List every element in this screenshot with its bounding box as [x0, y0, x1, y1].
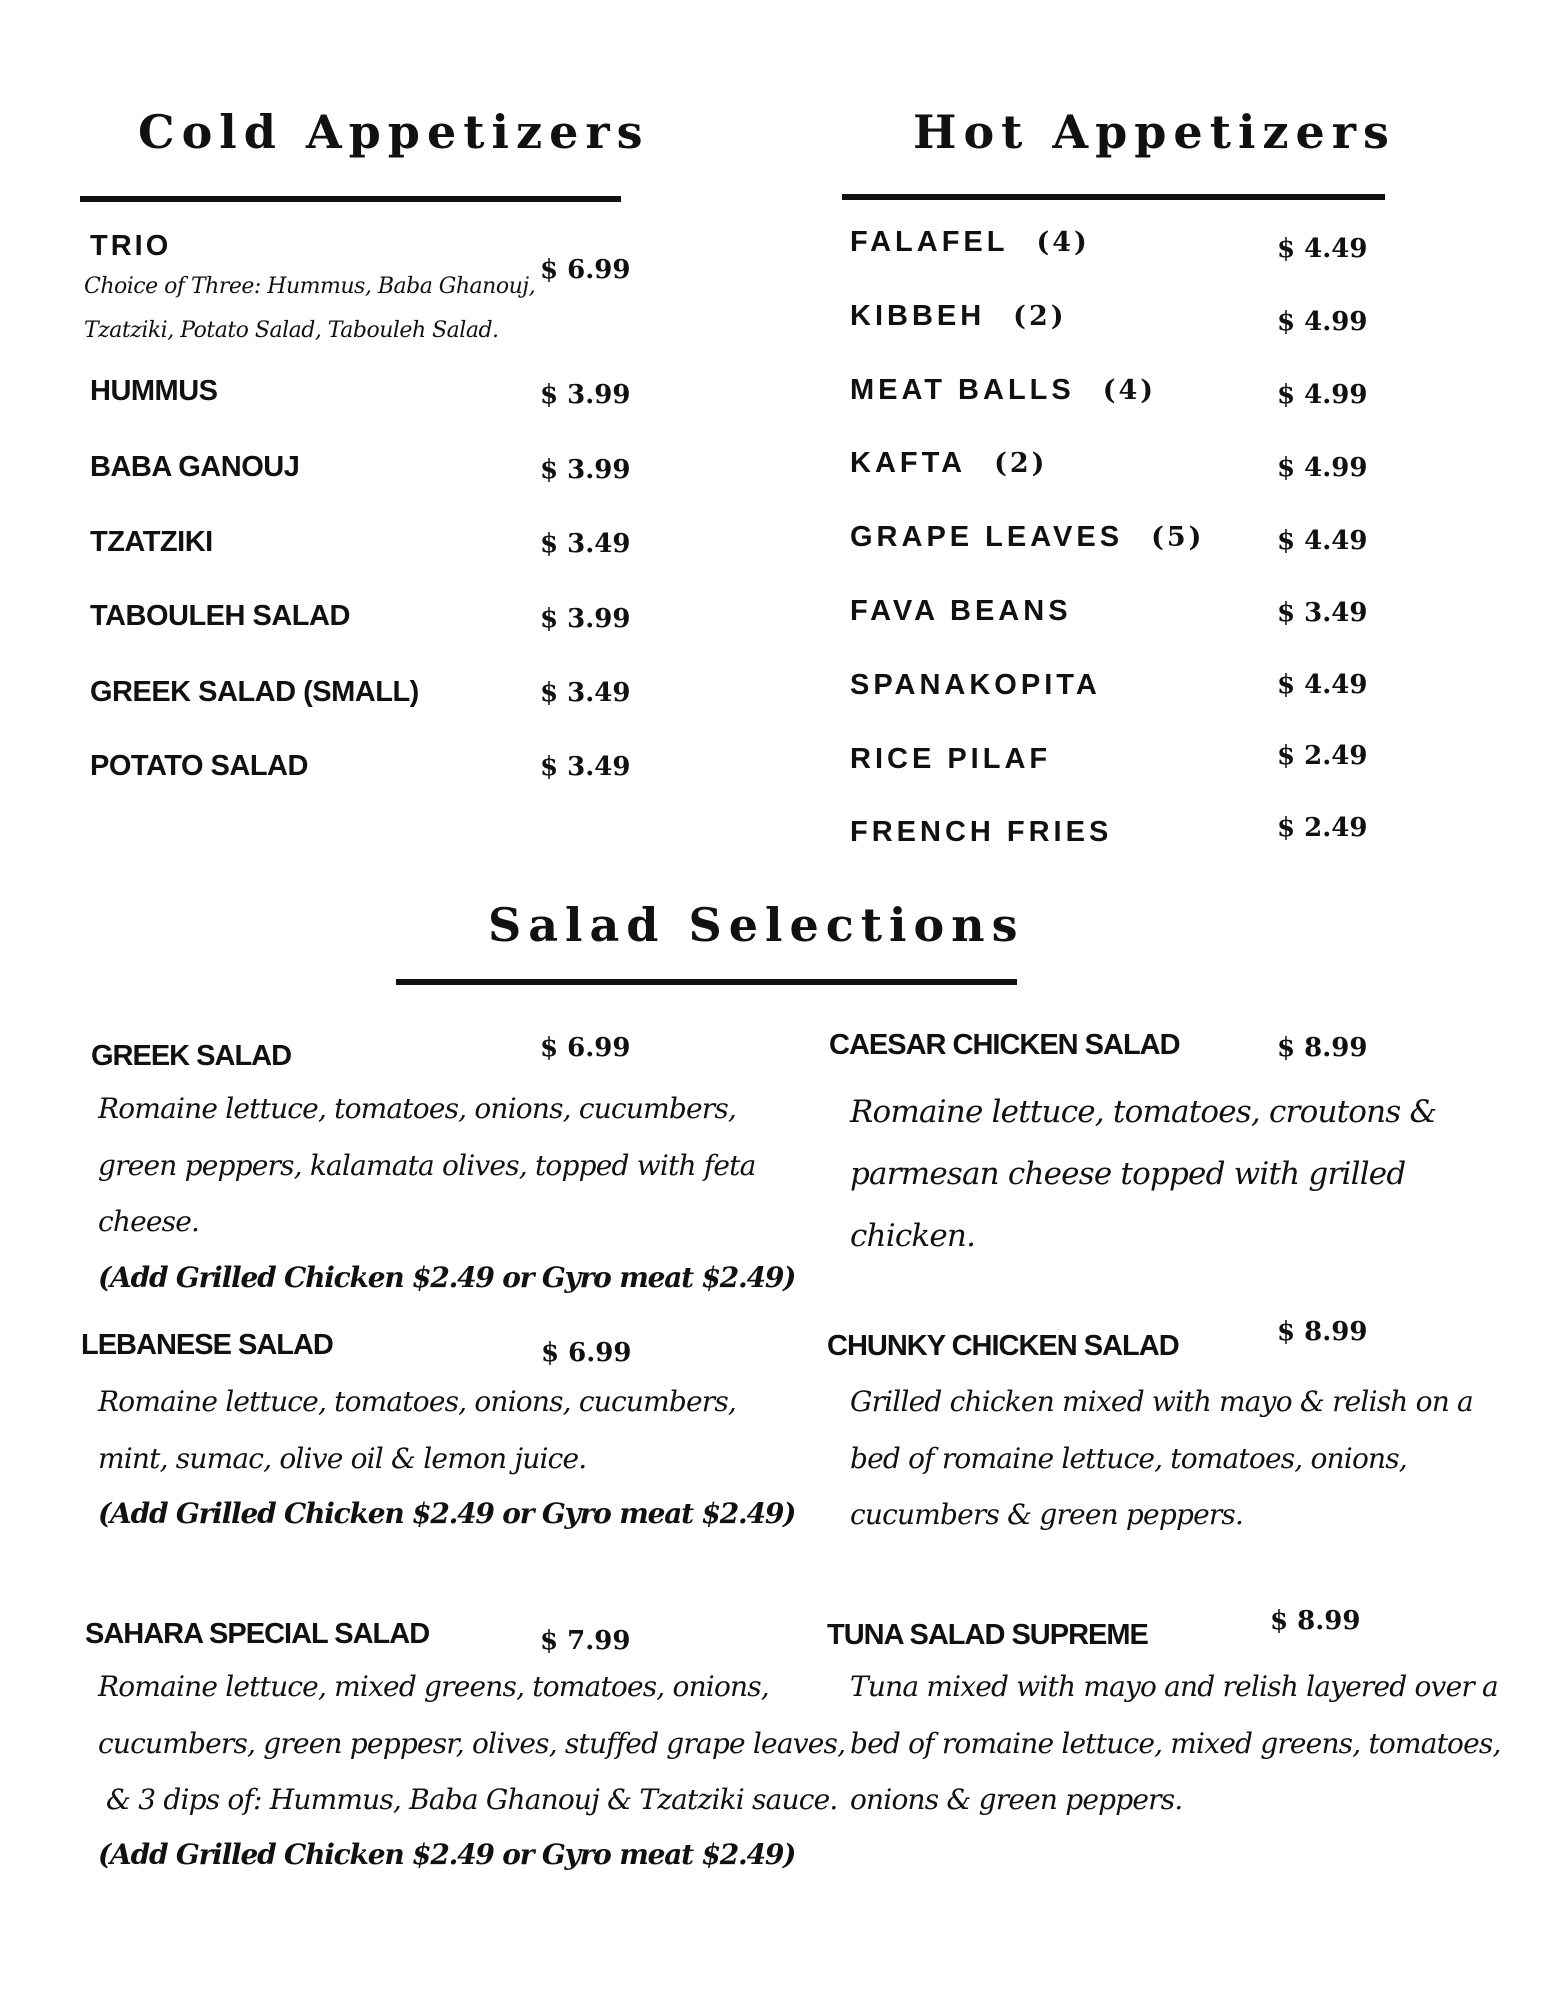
description-line: Tuna mixed with mayo and relish layered over a — [850, 1670, 1498, 1703]
hot-item-price: $ 2.49 — [1277, 741, 1368, 771]
hot-item-quantity: (2) — [994, 448, 1048, 479]
hot-item-price: $ 3.49 — [1277, 598, 1368, 628]
hot-item-quantity: (5) — [1151, 522, 1205, 553]
hot-item-name: MEAT BALLS — [850, 374, 1075, 406]
trio-name: TRIO — [90, 230, 172, 262]
salad-selections-rule — [396, 979, 1017, 985]
sahara-salad-name: SAHARA SPECIAL SALAD — [85, 1618, 430, 1650]
hot-item-name: FRENCH FRIES — [850, 816, 1113, 848]
greek-salad-name: GREEK SALAD — [91, 1040, 292, 1072]
hot-item-price: $ 2.49 — [1277, 813, 1368, 843]
hot-item-name: RICE PILAF — [850, 743, 1052, 775]
description-line: Romaine lettuce, tomatoes, croutons & — [850, 1094, 1437, 1130]
description-line: onions & green peppers. — [850, 1783, 1183, 1816]
cold-appetizers-title: Cold Appetizers — [138, 105, 650, 159]
sahara-salad-price: $ 7.99 — [540, 1626, 631, 1656]
hot-item-quantity: (4) — [1036, 227, 1090, 258]
chunky-salad-price: $ 8.99 — [1277, 1317, 1368, 1347]
description-line: mint, sumac, olive oil & lemon juice. — [98, 1442, 587, 1475]
description-line: chicken. — [850, 1218, 976, 1254]
hot-item-price: $ 4.99 — [1277, 380, 1368, 410]
hot-item-name: SPANAKOPITA — [850, 669, 1101, 701]
description-line: cucumbers, green peppesr, olives, stuffed grape leaves, — [98, 1727, 846, 1760]
cold-item-price: $ 3.49 — [540, 529, 631, 559]
hot-item — [850, 226, 1090, 259]
hot-item-price: $ 4.49 — [1277, 234, 1368, 264]
description-line: cheese. — [98, 1205, 200, 1238]
hot-item-name: GRAPE LEAVES — [850, 521, 1124, 553]
description-line: & 3 dips of: Hummus, Baba Ghanouj & Tzatziki sauce. — [106, 1783, 838, 1816]
description-line: bed of romaine lettuce, mixed greens, tomatoes, — [850, 1727, 1501, 1760]
cold-item-price: $ 3.99 — [540, 380, 631, 410]
cold-item-name: GREEK SALAD (SMALL) — [90, 676, 419, 708]
hot-item-price: $ 4.49 — [1277, 670, 1368, 700]
cold-item-price: $ 3.99 — [540, 455, 631, 485]
description-line: Romaine lettuce, mixed greens, tomatoes, onions, — [98, 1670, 769, 1703]
hot-item-name: KAFTA — [850, 447, 967, 479]
lebanese-salad-name: LEBANESE SALAD — [81, 1329, 333, 1361]
cold-item-name: TZATZIKI — [90, 526, 213, 558]
tuna-salad-name: TUNA SALAD SUPREME — [827, 1619, 1148, 1651]
trio-description-line-2: Tzatziki, Potato Salad, Tabouleh Salad. — [84, 318, 499, 343]
salad-selections-title: Salad Selections — [488, 898, 1025, 952]
description-line: Grilled chicken mixed with mayo & relish on a — [850, 1385, 1473, 1418]
hot-item — [850, 669, 1101, 702]
hot-item-name: FALAFEL — [850, 226, 1009, 258]
hot-appetizers-rule — [842, 194, 1385, 200]
trio-price: $ 6.99 — [540, 255, 631, 285]
hot-item — [850, 816, 1112, 849]
chunky-salad-name: CHUNKY CHICKEN SALAD — [827, 1330, 1179, 1362]
hot-item-quantity: (2) — [1013, 301, 1067, 332]
cold-item-name: BABA GANOUJ — [90, 451, 300, 483]
description-line: parmesan cheese topped with grilled — [850, 1156, 1406, 1192]
hot-item — [850, 447, 1047, 480]
description-line: Romaine lettuce, tomatoes, onions, cucumbers, — [98, 1385, 736, 1418]
cold-item-name: HUMMUS — [90, 375, 218, 407]
hot-item — [850, 300, 1067, 333]
greek-salad-price: $ 6.99 — [540, 1033, 631, 1063]
hot-item-price: $ 4.99 — [1277, 307, 1368, 337]
sahara-salad-addon: (Add Grilled Chicken $2.49 or Gyro meat $2.49) — [98, 1838, 796, 1871]
cold-appetizers-rule — [80, 196, 621, 202]
cold-item-name: TABOULEH SALAD — [90, 600, 350, 632]
hot-appetizers-title: Hot Appetizers — [913, 105, 1396, 159]
description-line: green peppers, kalamata olives, topped with feta — [98, 1149, 756, 1182]
hot-item-name: FAVA BEANS — [850, 595, 1072, 627]
hot-item-price: $ 4.49 — [1277, 526, 1368, 556]
hot-item-price: $ 4.99 — [1277, 453, 1368, 483]
description-line: bed of romaine lettuce, tomatoes, onions, — [850, 1442, 1407, 1475]
cold-item-price: $ 3.49 — [540, 752, 631, 782]
hot-item — [850, 521, 1204, 554]
hot-item — [850, 374, 1156, 407]
trio-description-line-1: Choice of Three: Hummus, Baba Ghanouj, — [84, 274, 536, 299]
hot-item — [850, 595, 1072, 628]
cold-item-price: $ 3.99 — [540, 604, 631, 634]
hot-item-quantity: (4) — [1102, 375, 1157, 406]
hot-item — [850, 743, 1051, 776]
cold-item-price: $ 3.49 — [540, 678, 631, 708]
description-line: cucumbers & green peppers. — [850, 1498, 1244, 1531]
tuna-salad-price: $ 8.99 — [1270, 1606, 1361, 1636]
caesar-salad-price: $ 8.99 — [1277, 1033, 1368, 1063]
cold-item-name: POTATO SALAD — [90, 750, 308, 782]
caesar-salad-name: CAESAR CHICKEN SALAD — [829, 1029, 1180, 1061]
description-line: Romaine lettuce, tomatoes, onions, cucumbers, — [98, 1092, 736, 1125]
lebanese-salad-addon: (Add Grilled Chicken $2.49 or Gyro meat $2.49) — [98, 1497, 796, 1530]
hot-item-name: KIBBEH — [850, 300, 986, 332]
greek-salad-addon: (Add Grilled Chicken $2.49 or Gyro meat $2.49) — [98, 1261, 796, 1294]
lebanese-salad-price: $ 6.99 — [541, 1338, 632, 1368]
